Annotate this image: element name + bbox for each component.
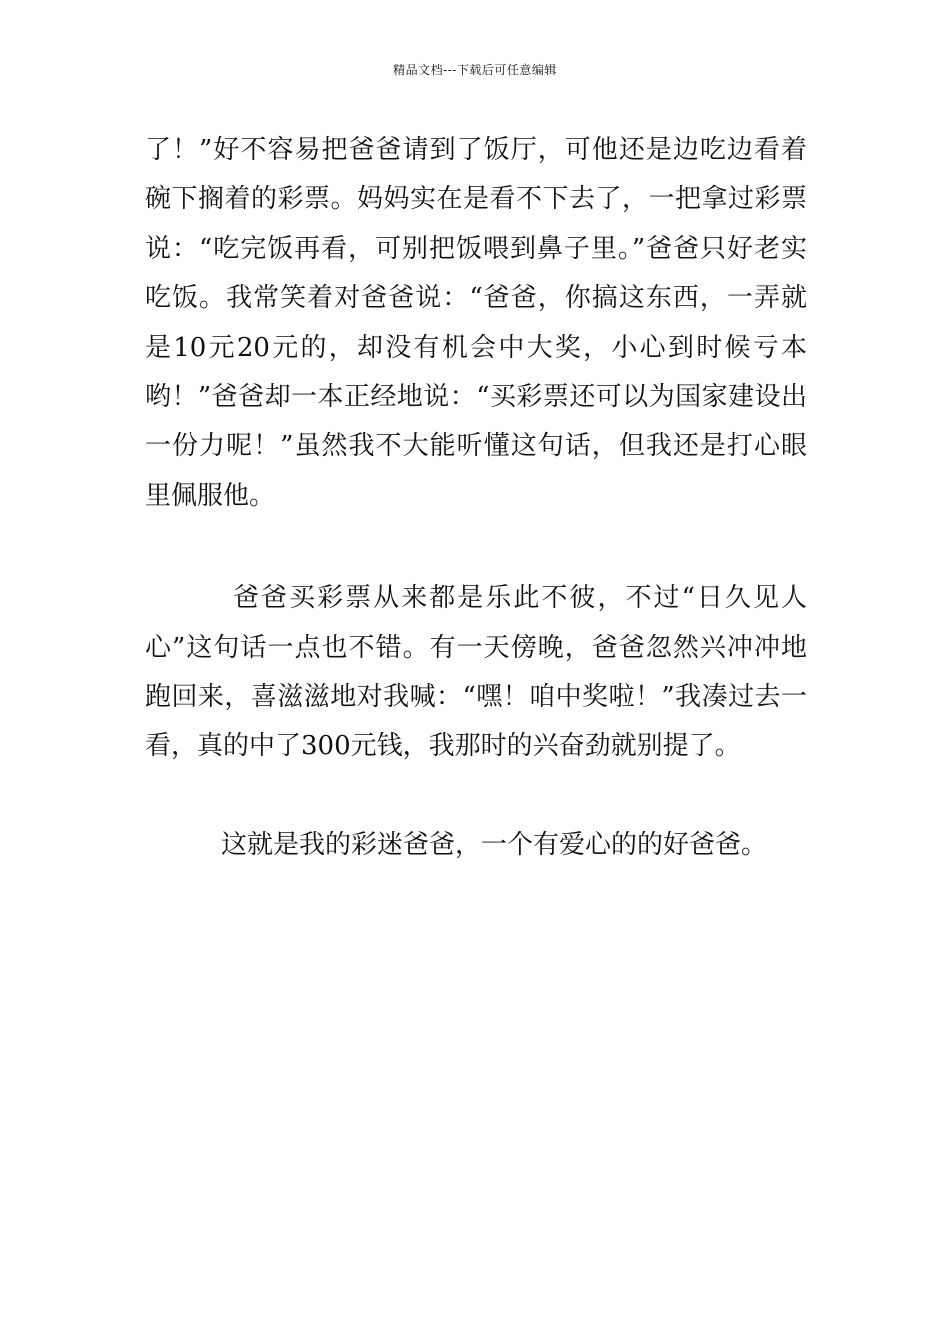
paragraph-1: 了！”好不容易把爸爸请到了饭厅，可他还是边吃边看着碗下搁着的彩票。妈妈实在是看不下去了，一把拿过彩票说：“吃完饭再看，可别把饭喂到鼻子里。”爸爸只好老实吃饭。我常笑着对爸爸说：“爸爸，你搞这东西，一弄就是10元20元的，却没有机会中大奖，小心到时候亏本哟！”爸爸却一本正经地说：“买彩票还可以为国家建设出一份力呢！”虽然我不大能听懂这句话，但我还是打心眼里佩服他。 [145, 135, 807, 511]
paragraph-3: 这就是我的彩迷爸爸，一个有爱心的的好爸爸。 [221, 829, 768, 860]
page-header: 精品文档---下载后可任意编辑 [393, 63, 557, 77]
document-body [145, 126, 807, 870]
paragraph-2: 爸爸买彩票从来都是乐此不彼，不过“日久见人心”这句话一点也不错。有一天傍晚，爸爸忽然兴冲冲地跑回来，喜滋滋地对我喊：“嘿！咱中奖啦！”我凑过去一看，真的中了300元钱，我那时的兴奋劲就别提了。 [145, 583, 807, 762]
